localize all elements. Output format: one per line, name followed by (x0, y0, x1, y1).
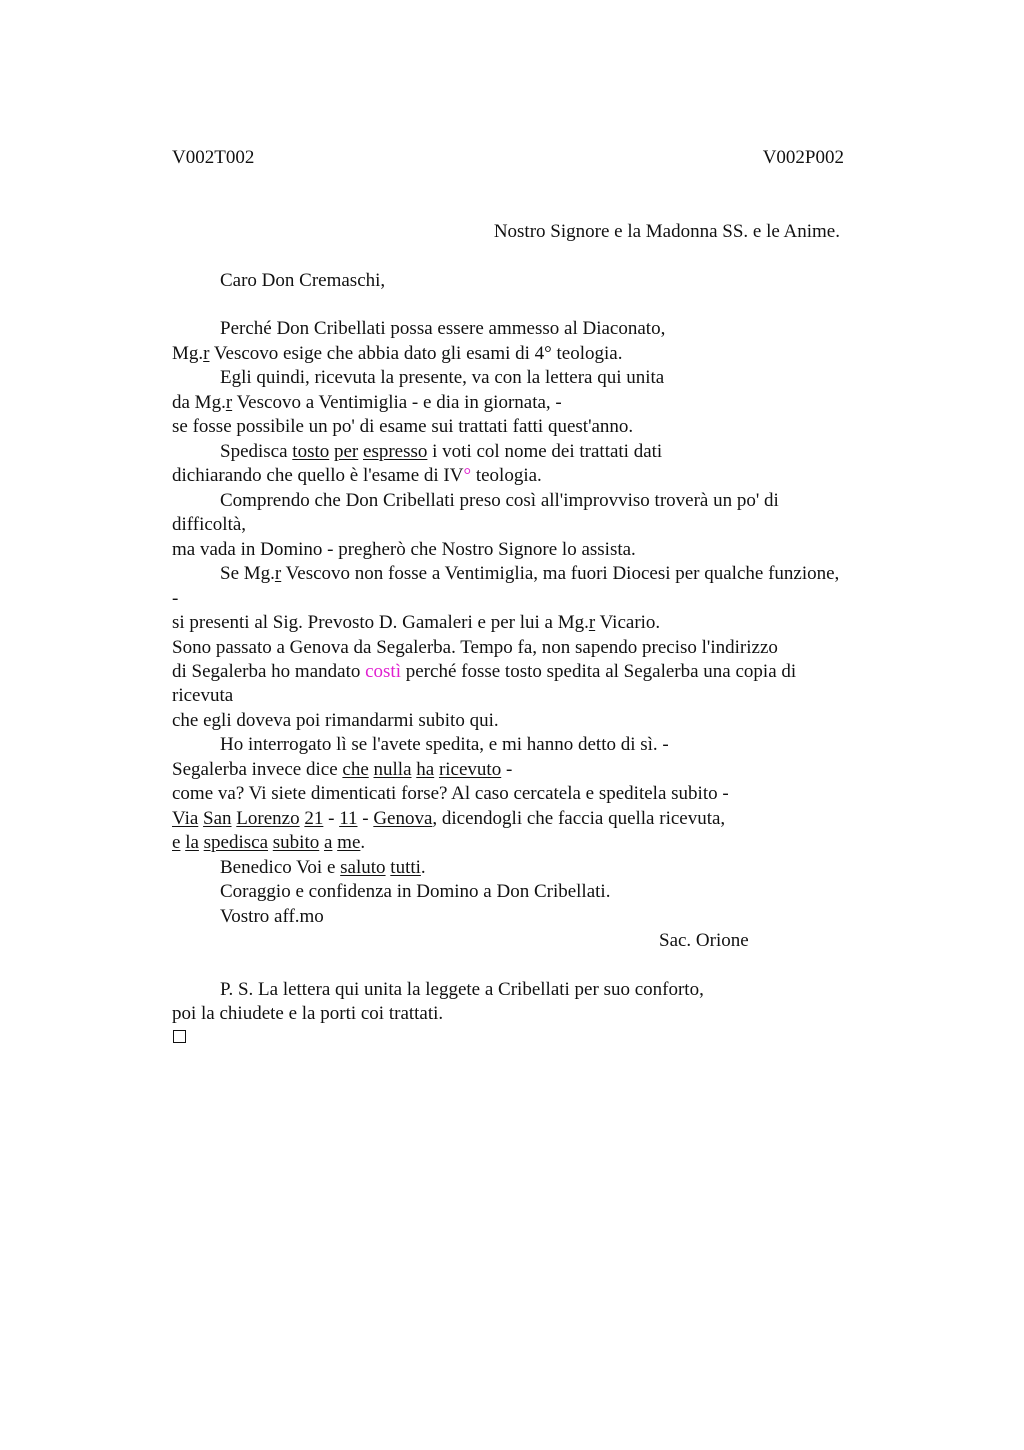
signature: Sac. Orione (659, 930, 749, 951)
highlighted-word: costì (365, 661, 401, 682)
postscript-line: P. S. La lettera qui unita la leggete a Cribellati per suo conforto, (220, 979, 704, 1000)
body-line: da Mg.r Vescovo a Ventimiglia - e dia in giornata, - (172, 392, 562, 413)
body-line: Mg.r Vescovo esige che abbia dato gli esami di 4° teologia. (172, 343, 623, 364)
body-line: di Segalerba ho mandato costì perché fosse tosto spedita al Segalerba una copia di (172, 661, 797, 682)
body-line: Perché Don Cribellati possa essere ammesso al Diaconato, (220, 318, 666, 339)
body-line: dichiarando che quello è l'esame di IV° teologia. (172, 465, 542, 486)
header-right-code: V002P002 (762, 147, 844, 168)
closing-line: Vostro aff.mo (220, 906, 324, 927)
body-line: se fosse possibile un po' di esame sui trattati fatti quest'anno. (172, 416, 634, 437)
body-line: ricevuta (172, 685, 234, 706)
body-line: - (172, 588, 179, 609)
body-line: Sono passato a Genova da Segalerba. Tempo fa, non sapendo preciso l'indirizzo (172, 637, 778, 658)
salutation: Caro Don Cremaschi, (220, 270, 386, 291)
body-line: Benedico Voi e saluto tutti. (220, 857, 426, 878)
body-line: Comprendo che Don Cribellati preso così all'improvviso troverà un po' di (220, 490, 779, 511)
body-line: Se Mg.r Vescovo non fosse a Ventimiglia, ma fuori Diocesi per qualche funzione, (220, 563, 840, 584)
body-line-address: Via San Lorenzo 21 - 11 - Genova, dicendogli che faccia quella ricevuta, (172, 808, 726, 829)
body-line: che egli doveva poi rimandarmi subito qui. (172, 710, 499, 731)
body-line: Ho interrogato lì se l'avete spedita, e mi hanno detto di sì. - (220, 734, 669, 755)
invocation-line: Nostro Signore e la Madonna SS. e le Anime. (493, 221, 840, 242)
body-line: come va? Vi siete dimenticati forse? Al caso cercatela e speditela subito - (172, 783, 729, 804)
highlighted-degree: ° (463, 465, 472, 486)
body-line: Egli quindi, ricevuta la presente, va con la lettera qui unita (220, 367, 665, 388)
body-line: e la spedisca subito a me. (172, 832, 366, 853)
body-line: Coraggio e confidenza in Domino a Don Cribellati. (220, 881, 611, 902)
body-line: Segalerba invece dice che nulla ha ricevuto - (172, 759, 513, 780)
header-left-code: V002T002 (172, 147, 255, 168)
body-line: ma vada in Domino - pregherò che Nostro Signore lo assista. (172, 539, 636, 560)
body-line: si presenti al Sig. Prevosto D. Gamaleri e per lui a Mg.r Vicario. (172, 612, 661, 633)
postscript-line: poi la chiudete e la porti coi trattati. (172, 1003, 444, 1024)
body-line: Spedisca tosto per espresso i voti col nome dei trattati dati (220, 441, 663, 462)
body-line: difficoltà, (172, 514, 247, 535)
empty-square-glyph (173, 1030, 186, 1043)
